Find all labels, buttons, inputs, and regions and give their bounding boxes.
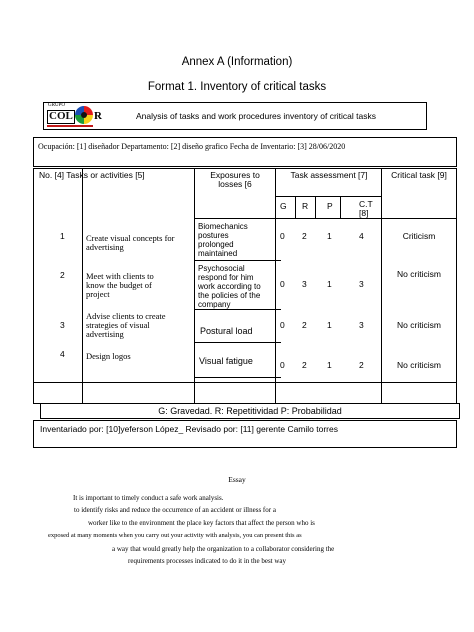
logo-small-text: GRUPO bbox=[48, 103, 65, 108]
row-3-no: 3 bbox=[60, 320, 65, 330]
essay-line-3: worker like to the environment the place key factors that affect the person who is bbox=[88, 519, 315, 527]
sub-header-ct: C.T [8] bbox=[359, 199, 373, 218]
essay-line-4: exposed at many moments when you carry out your activity with analysis, you can present this as bbox=[48, 532, 302, 539]
row-1-exposure: Biomechanics postures prolonged maintained bbox=[198, 222, 248, 258]
row-2-g: 0 bbox=[280, 279, 285, 289]
row-4-exposure: Visual fatigue bbox=[199, 356, 253, 366]
row-1-task: Create visual concepts for advertising bbox=[86, 233, 175, 252]
sub-header-g: G bbox=[280, 201, 287, 211]
row-2-r: 3 bbox=[302, 279, 307, 289]
table-bottom-line bbox=[33, 382, 457, 383]
annex-title: Annex A (Information) bbox=[181, 56, 293, 68]
inventoried-text: Inventariado por: [10]yeferson López_ Revisado por: [11] gerente Camilo torres bbox=[40, 424, 338, 434]
exposure-line-1 bbox=[194, 260, 281, 261]
row-3-task: Advise clients to create strategies of visual advertising bbox=[86, 311, 166, 339]
row-3-exposure: Postural load bbox=[200, 326, 253, 336]
row-3-ct: 3 bbox=[359, 320, 364, 330]
header-no-tasks: No. [4] Tasks or activities [5] bbox=[39, 170, 145, 180]
sub-header-r: R bbox=[302, 201, 309, 211]
table-divider-tasks bbox=[82, 168, 83, 404]
essay-line-2: to identify risks and reduce the occurrence of an accident or illness for a bbox=[74, 506, 276, 514]
row-4-ct: 2 bbox=[359, 360, 364, 370]
row-1-critical: Criticism bbox=[402, 231, 436, 241]
essay-line-5: a way that would greatly help the organization to a collaborator considering the bbox=[112, 545, 335, 553]
sub-header-p: P bbox=[327, 201, 333, 211]
table-divider-exposures bbox=[194, 168, 195, 404]
exposure-line-2 bbox=[194, 309, 281, 310]
table-divider-assessment bbox=[275, 168, 276, 404]
row-2-ct: 3 bbox=[359, 279, 364, 289]
essay-title: Essay bbox=[228, 475, 246, 484]
row-3-p: 1 bbox=[327, 320, 332, 330]
header-critical: Critical task [9] bbox=[391, 170, 447, 180]
row-4-critical: No criticism bbox=[397, 360, 441, 370]
logo-text: COL bbox=[49, 110, 73, 122]
color-wheel-center bbox=[81, 112, 87, 118]
sub-divider-pct bbox=[340, 196, 341, 218]
row-3-critical: No criticism bbox=[397, 320, 441, 330]
header-bottom-line bbox=[194, 218, 457, 219]
row-2-exposure: Psychosocial respond for him work according to the policies of the company bbox=[198, 264, 261, 309]
header-assessment: Task assessment [7] bbox=[290, 170, 368, 180]
row-4-no: 4 bbox=[60, 349, 65, 359]
row-1-no: 1 bbox=[60, 231, 65, 241]
row-1-ct: 4 bbox=[359, 231, 364, 241]
row-3-g: 0 bbox=[280, 320, 285, 330]
row-3-r: 2 bbox=[302, 320, 307, 330]
row-4-r: 2 bbox=[302, 360, 307, 370]
exposure-line-3 bbox=[194, 342, 281, 343]
logo-stripe bbox=[47, 125, 93, 127]
exposure-line-4 bbox=[194, 377, 281, 378]
table-divider-critical bbox=[381, 168, 382, 404]
sub-divider-gr bbox=[295, 196, 296, 218]
row-2-task: Meet with clients to know the budget of project bbox=[86, 271, 154, 299]
legend-text: G: Gravedad. R: Repetitividad P: Probabilidad bbox=[158, 406, 342, 416]
row-1-p: 1 bbox=[327, 231, 332, 241]
assessment-sub-line bbox=[275, 196, 381, 197]
essay-line-6: requirements processes indicated to do it in the best way bbox=[128, 557, 287, 565]
logo-text-right: R bbox=[94, 110, 102, 122]
analysis-title: Analysis of tasks and work procedures inventory of critical tasks bbox=[136, 111, 376, 121]
row-2-no: 2 bbox=[60, 270, 65, 280]
format-title: Format 1. Inventory of critical tasks bbox=[147, 81, 327, 93]
row-4-g: 0 bbox=[280, 360, 285, 370]
row-1-r: 2 bbox=[302, 231, 307, 241]
row-1-g: 0 bbox=[280, 231, 285, 241]
header-exposures: Exposures to losses [6 bbox=[210, 170, 260, 189]
sub-divider-rp bbox=[315, 196, 316, 218]
occupation-line: Ocupación: [1] diseñador Departamento: [2] diseño grafico Fecha de Inventario: [3] 28/06/2020 bbox=[38, 142, 346, 151]
row-4-task: Design logos bbox=[86, 351, 131, 361]
row-2-p: 1 bbox=[327, 279, 332, 289]
essay-line-1: It is important to timely conduct a safe work analysis. bbox=[73, 494, 224, 502]
row-2-critical: No criticism bbox=[397, 269, 441, 279]
row-4-p: 1 bbox=[327, 360, 332, 370]
company-logo bbox=[45, 103, 107, 129]
